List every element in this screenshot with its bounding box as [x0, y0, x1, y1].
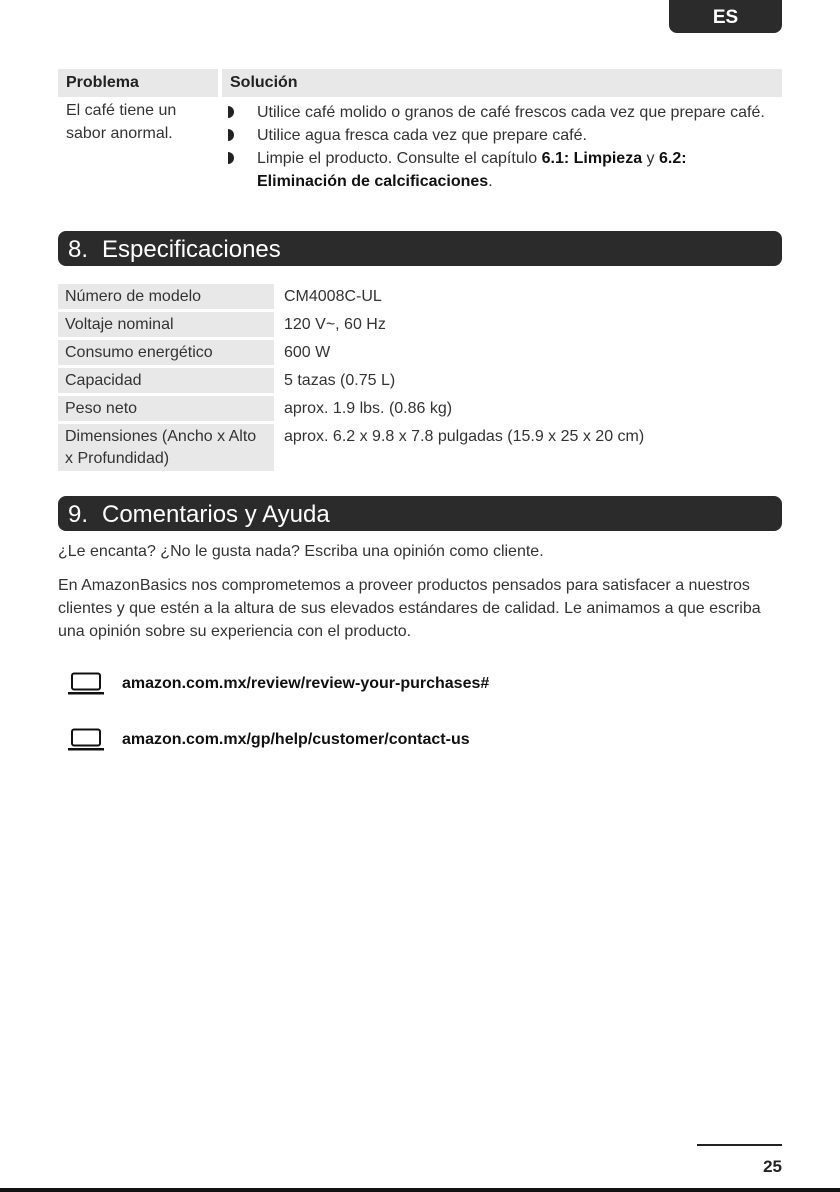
column-header-problem: Problema [58, 69, 220, 97]
spec-label: Capacidad [58, 368, 274, 393]
review-link-row[interactable] [68, 671, 489, 697]
table-row [58, 284, 652, 309]
spec-label: Voltaje nominal [58, 312, 274, 337]
spec-value: aprox. 1.9 lbs. (0.86 kg) [284, 400, 453, 417]
feedback-intro: ¿Le encanta? ¿No le gusta nada? Escriba una opinión como cliente. [58, 543, 544, 560]
contact-link[interactable]: amazon.com.mx/gp/help/customer/contact-us [122, 731, 470, 748]
spec-label: Dimensiones (Ancho x Alto x Profundidad) [58, 424, 274, 471]
spec-label: Peso neto [58, 396, 274, 421]
table-header-row [58, 69, 782, 97]
solution-list [228, 101, 774, 193]
spec-value: 5 tazas (0.75 L) [284, 372, 396, 389]
solution-text: . [488, 173, 493, 190]
laptop-icon [68, 728, 104, 752]
solution-text: Limpie el producto. Consulte el capítulo [257, 150, 542, 167]
solution-item [228, 124, 774, 147]
chapter-reference: 6.2: Eliminación de calcificaciones [257, 150, 687, 190]
language-tab: ES [669, 0, 782, 33]
bullet-icon [228, 152, 234, 164]
solution-text: Utilice agua fresca cada vez que prepare café. [257, 127, 587, 144]
table-row [58, 396, 652, 421]
page-bottom-border [0, 1188, 840, 1192]
solution-text: Utilice café molido o granos de café frescos cada vez que prepare café. [257, 104, 765, 121]
bullet-icon [228, 106, 234, 118]
table-row [58, 312, 652, 337]
review-link[interactable]: amazon.com.mx/review/review-your-purchases# [122, 675, 490, 692]
problem-cell: El café tiene un sabor anormal. [66, 102, 177, 142]
solution-item [228, 147, 774, 193]
section-title: Especificaciones [102, 236, 281, 263]
section-heading-specifications [58, 231, 782, 266]
spec-label: Número de modelo [58, 284, 274, 309]
section-number: 9. [68, 501, 89, 528]
column-header-solution: Solución [220, 69, 782, 97]
page-number: 25 [763, 1157, 782, 1176]
section-number: 8. [68, 236, 89, 263]
section-title: Comentarios y Ayuda [102, 501, 330, 528]
section-heading-feedback [58, 496, 782, 531]
laptop-icon [68, 672, 104, 696]
spec-value: 600 W [284, 344, 331, 361]
spec-value: aprox. 6.2 x 9.8 x 7.8 pulgadas (15.9 x 25 x 20 cm) [284, 428, 645, 445]
chapter-reference: 6.1: Limpieza [541, 150, 643, 167]
solution-cell [220, 97, 782, 197]
footer-divider [697, 1144, 782, 1146]
bullet-icon [228, 129, 234, 141]
spec-value: 120 V~, 60 Hz [284, 316, 386, 333]
table-row [58, 424, 652, 471]
table-row [58, 368, 652, 393]
table-row [58, 340, 652, 365]
specifications-table [58, 281, 652, 474]
table-row [58, 97, 782, 197]
spec-value: CM4008C-UL [284, 288, 382, 305]
feedback-body: En AmazonBasics nos comprometemos a proveer productos pensados para satisfacer a nuestros clientes y que estén a la altura de sus elevados estándares de calidad. Le animamos a que escriba una opinión sobre su experiencia con el producto. [58, 577, 761, 640]
solution-item [228, 101, 774, 124]
contact-link-row[interactable] [68, 727, 470, 753]
solution-text: y [642, 150, 659, 167]
troubleshooting-table [58, 69, 782, 197]
spec-label: Consumo energético [58, 340, 274, 365]
